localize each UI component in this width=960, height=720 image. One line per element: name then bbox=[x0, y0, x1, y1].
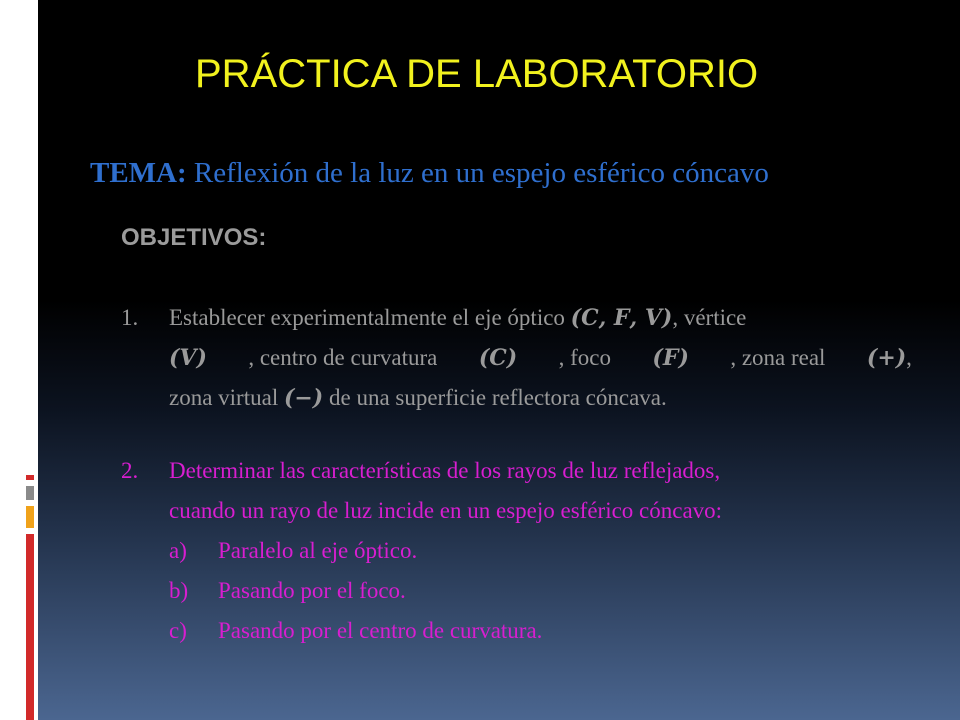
objectives-heading: OBJETIVOS: bbox=[121, 224, 267, 251]
objective-1-number: 1. bbox=[121, 305, 139, 330]
objective-2-number: 2. bbox=[121, 458, 139, 483]
topic-text: Reflexión de la luz en un espejo esférico cóncavo bbox=[193, 157, 769, 189]
axis-symbols: (𝑪, 𝑭, 𝑽) bbox=[570, 305, 673, 331]
centro-symbol: (𝑪) bbox=[478, 345, 518, 371]
foco-symbol: (𝑭) bbox=[652, 345, 689, 371]
zona-virtual-symbol: (−) bbox=[283, 385, 324, 411]
topic-line bbox=[90, 157, 769, 190]
slide: PRÁCTICA DE LABORATORIO TEMA: Reflexión de la luz en un espejo esférico cóncavo OBJETIVOS: 1. Establecer experimentalmente el eje óptico (𝑪, 𝑭, 𝑽), vértice (𝑽) , centro de curvatura (𝑪) , foco (𝑭) , zona real (+), zona virtual (−) de una superficie reflectora cóncava. 2. Determinar las características de los rayos de luz reflejados, cuando un rayo de luz incide en un espejo esférico cóncavo: a) Paralelo al eje óptico. b) Pasando por el foco. c) Pasando por el centro de curvatura. bbox=[0, 0, 960, 720]
topic-label: TEMA: bbox=[90, 157, 187, 189]
objective-2-line-2: cuando un rayo de luz incide en un espejo esférico cóncavo: bbox=[169, 498, 723, 523]
objective-2-line-1: Determinar las características de los rayos de luz reflejados, bbox=[169, 458, 721, 483]
slide-title: PRÁCTICA DE LABORATORIO bbox=[195, 52, 759, 96]
side-decor-squares bbox=[0, 470, 40, 720]
zona-real-symbol: (+) bbox=[866, 345, 907, 371]
objective-1-line-3: zona virtual (−) de una superficie reflectora cóncava. bbox=[169, 385, 667, 411]
objective-1-line-1: Establecer experimentalmente el eje óptico (𝑪, 𝑭, 𝑽), vértice bbox=[169, 305, 747, 331]
vertex-symbol: (𝑽) bbox=[169, 345, 207, 371]
objective-1-line-2: (𝑽) , centro de curvatura (𝑪) , foco (𝑭) , zona real (+), bbox=[169, 338, 912, 378]
